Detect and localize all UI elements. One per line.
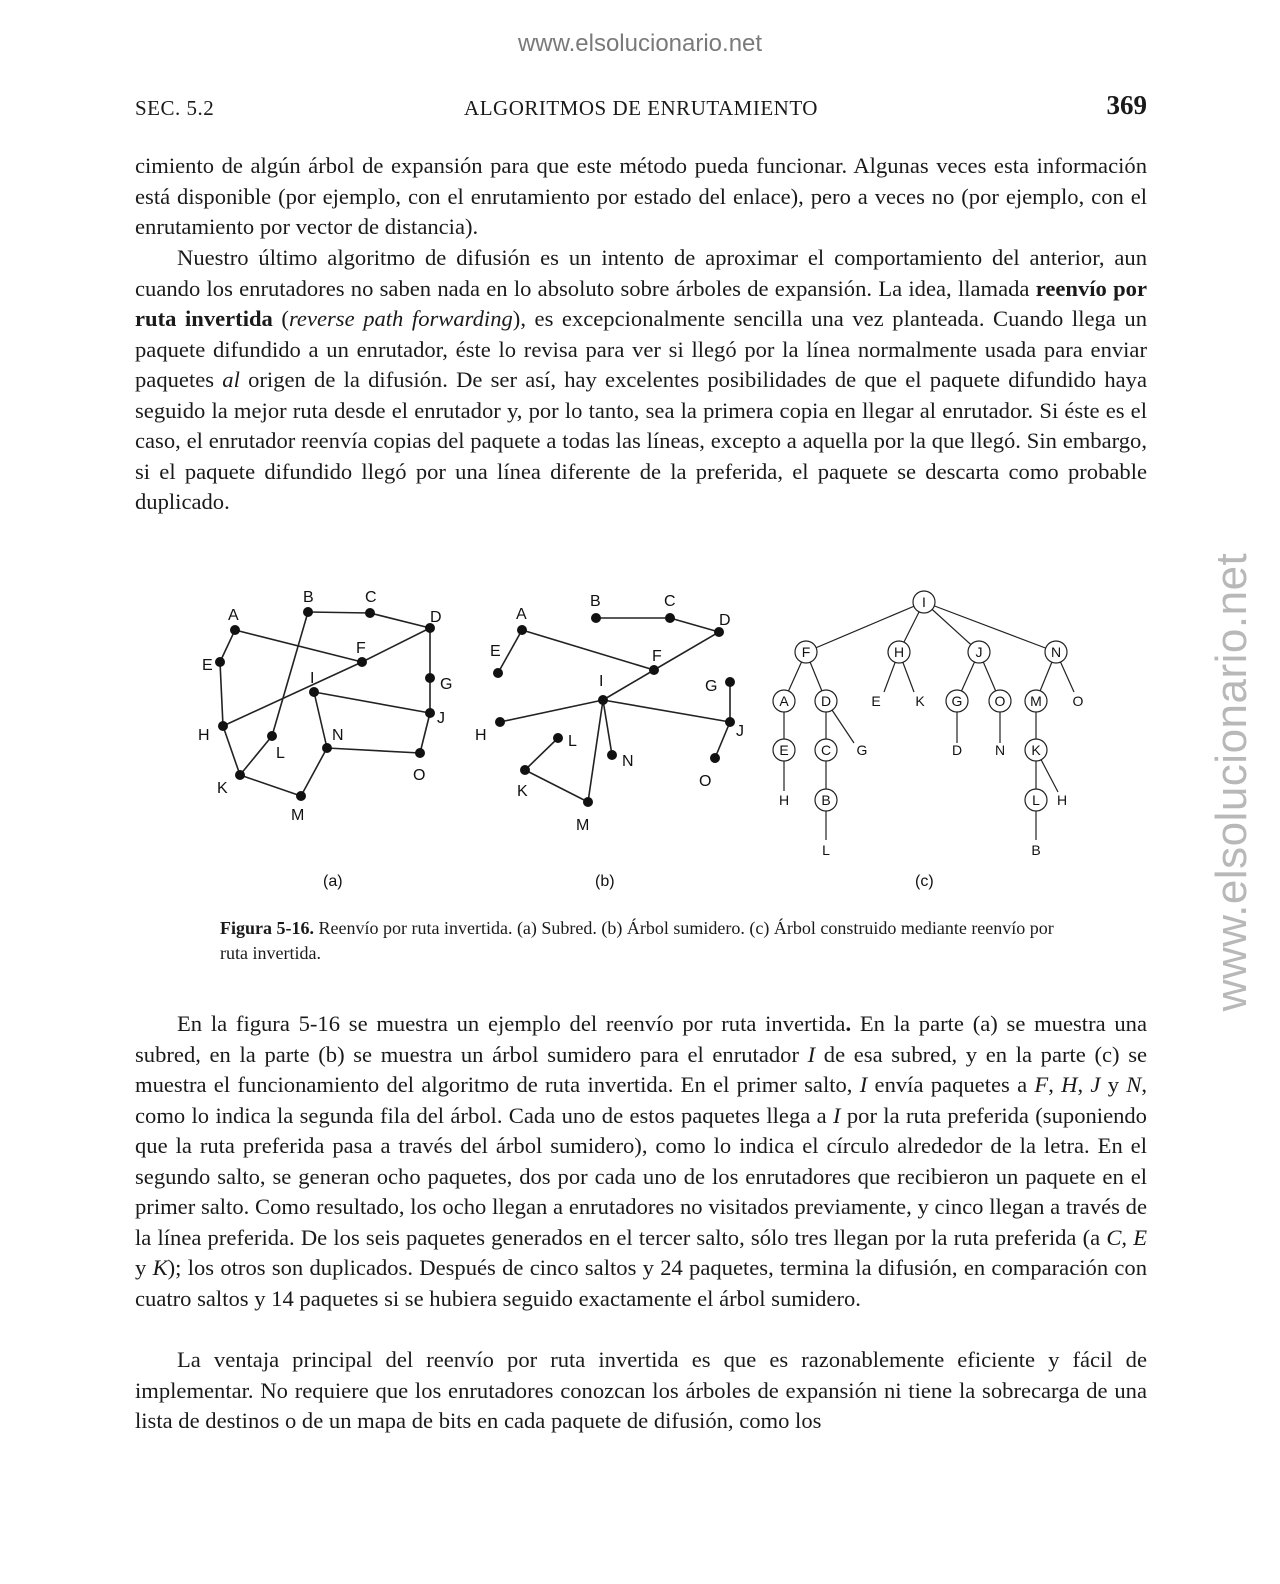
svg-text:D: D	[719, 612, 731, 629]
svg-text:C: C	[820, 742, 832, 758]
panel-b-label: (b)	[595, 873, 615, 890]
p2-al-italic: al	[222, 367, 240, 392]
panel-a-subnet	[220, 612, 430, 796]
svg-text:G: G	[951, 693, 963, 709]
svg-text:H: H	[475, 727, 487, 744]
p3-g: envía paquetes a	[867, 1072, 1035, 1097]
svg-text:D: D	[951, 742, 963, 758]
p3-u: ); los otros son duplicados. Después de cinco saltos y 24 paquetes, termina la difusión, en comparación con cuatro saltos y 14 paquetes si se hubiera seguido exactamente el árbol sumidero.	[135, 1255, 1148, 1311]
svg-text:J: J	[975, 644, 983, 660]
svg-text:A: A	[228, 607, 239, 624]
svg-text:O: O	[413, 767, 426, 784]
svg-text:N: N	[332, 727, 344, 744]
svg-text:L: L	[1032, 792, 1040, 808]
svg-text:D: D	[430, 609, 442, 626]
panel-a-nodes	[215, 607, 435, 801]
svg-text:K: K	[517, 783, 528, 800]
svg-text:O: O	[699, 773, 712, 790]
svg-text:G: G	[440, 676, 453, 693]
figure-5-16	[180, 580, 1100, 900]
svg-text:B: B	[821, 792, 831, 808]
section-number: SEC. 5.2	[135, 96, 215, 120]
svg-text:E: E	[871, 693, 881, 709]
p3-p: I	[832, 1102, 841, 1128]
caption-text: Reenvío por ruta invertida. (a) Subred. (b) Árbol sumidero. (c) Árbol construido mediante reenvío por ruta invertida.	[220, 918, 1054, 963]
p3-b: .	[845, 1011, 852, 1036]
p3-e: de esa subred, y en la parte (c) se muestra el funcionamiento del algoritmo de ruta invertida. En el primer salto,	[135, 1041, 1148, 1097]
svg-text:K: K	[915, 693, 925, 709]
svg-text:E: E	[202, 657, 213, 674]
svg-text:C: C	[365, 589, 377, 606]
p3-r: C, E	[1106, 1224, 1147, 1250]
panel-c-labels	[779, 594, 1084, 858]
watermark-side-text: www.elsolucionario.net	[1207, 552, 1256, 1012]
page-number: 369	[1106, 90, 1147, 120]
svg-text:J: J	[437, 710, 445, 727]
svg-text:I: I	[599, 673, 604, 690]
svg-text:F: F	[652, 648, 662, 665]
svg-text:F: F	[801, 644, 811, 660]
svg-text:M: M	[576, 817, 590, 834]
svg-text:H: H	[778, 792, 790, 808]
p3-n: N	[1126, 1072, 1142, 1097]
svg-text:N: N	[994, 742, 1006, 758]
svg-text:G: G	[856, 742, 868, 758]
p2-term-bold: reenvío por ruta invertida	[135, 275, 1147, 331]
p3-a: En la figura 5-16 se muestra un ejemplo del reenvío por ruta invertida	[177, 1011, 846, 1036]
svg-text:N: N	[1050, 644, 1062, 660]
svg-text:M: M	[1030, 693, 1042, 709]
paragraph-2	[135, 243, 1147, 518]
p2-text-a: Nuestro último algoritmo de difusión es un intento de aproximar el comportamiento del anterior, aun cuando los enrutadores no saben nada en lo absoluto sobre árboles de expansión. La idea, llamada	[135, 245, 1147, 301]
p3-h: F	[1034, 1072, 1049, 1097]
p3-l: J	[1090, 1072, 1101, 1097]
panel-b-sink-tree	[498, 618, 730, 802]
p3-f: I	[859, 1072, 868, 1097]
svg-text:K: K	[217, 780, 228, 797]
svg-text:A: A	[516, 606, 527, 623]
paragraph-1: cimiento de algún árbol de expansión para que este método pueda funcionar. Algunas veces esta información está disponible (por ejemplo, con el enrutamiento por estado del enlace), pero a veces no (por ejemplo, con el enrutamiento por vector de distancia).	[135, 153, 1147, 239]
svg-text:K: K	[1031, 742, 1041, 758]
svg-text:B: B	[303, 589, 314, 606]
svg-text:G: G	[705, 678, 718, 695]
svg-text:D: D	[820, 693, 832, 709]
svg-text:H: H	[198, 727, 210, 744]
p2-text-e: ), es excepcionalmente sencilla una vez planteada. Cuando llega un paquete difundido a un enrutador, éste lo revisa para ver si llegó por la línea normalmente usada para enviar paquetes	[135, 306, 1147, 392]
svg-text:I: I	[922, 594, 926, 610]
p3-d: I	[807, 1041, 816, 1067]
svg-text:O: O	[994, 693, 1006, 709]
svg-text:O: O	[1072, 693, 1084, 709]
figure-drawing	[180, 580, 1100, 900]
caption-label: Figura 5-16.	[220, 918, 314, 938]
svg-text:E: E	[779, 742, 789, 758]
panel-c-label: (c)	[915, 873, 934, 890]
svg-text:L: L	[276, 745, 285, 762]
svg-text:J: J	[736, 723, 744, 740]
p2-term-italic: reverse path forwarding	[288, 306, 513, 331]
chapter-section-title: ALGORITMOS DE ENRUTAMIENTO	[464, 96, 818, 120]
watermark-top: www.elsolucionario.net	[517, 30, 763, 57]
svg-text:C: C	[664, 593, 676, 610]
p3-i: ,	[1048, 1072, 1062, 1097]
p3-o: , como lo indica la segunda fila del árbol. Cada uno de estos paquetes llega a	[135, 1072, 1148, 1128]
svg-text:B: B	[590, 593, 601, 610]
p3-s: y	[135, 1255, 153, 1280]
svg-text:H: H	[1056, 792, 1068, 808]
svg-text:A: A	[779, 693, 789, 709]
svg-text:E: E	[490, 643, 501, 660]
paragraph-3	[135, 1009, 1147, 1314]
svg-text:N: N	[622, 753, 634, 770]
svg-text:B: B	[1031, 842, 1041, 858]
paragraph-4: La ventaja principal del reenvío por ruta invertida es que es razonablemente eficiente y fácil de implementar. No requiere que los enrutadores conozcan los árboles de expansión ni tiene la sobrecarga de una lista de destinos o de un mapa de bits en cada paquete de difusión, como los	[135, 1347, 1147, 1433]
p3-t: K	[152, 1255, 168, 1280]
p3-k: ,	[1077, 1072, 1091, 1097]
svg-text:L: L	[822, 842, 830, 858]
panel-b-labels	[475, 593, 744, 834]
svg-text:H: H	[893, 644, 905, 660]
panel-a-label: (a)	[323, 873, 343, 890]
p3-j: H	[1061, 1072, 1078, 1097]
svg-text:L: L	[568, 733, 577, 750]
p3-m: y	[1100, 1072, 1127, 1097]
p3-q: por la ruta preferida (suponiendo que la ruta preferida pasa a través del árbol sumidero), como lo indica el círculo alrededor de la letra. En el segundo salto, se generan ocho paquetes, dos por cada uno de los enrutadores que recibieron un paquete en el primer salto. Como resultado, los ocho llegan a enrutadores no visitados previamente, y cinco llegan a través de la línea preferida. De los seis paquetes generados en el tercer salto, sólo tres llegan por la ruta preferida (a	[135, 1102, 1147, 1250]
svg-text:M: M	[291, 807, 305, 824]
svg-text:F: F	[356, 640, 366, 657]
figure-caption	[220, 916, 1080, 966]
running-head	[135, 92, 1147, 124]
p3-c: En la parte (a) se muestra una subred, en la parte (b) se muestra un árbol sumidero para el enrutador	[135, 1011, 1147, 1067]
svg-text:I: I	[310, 670, 315, 687]
p2-text-c: (	[272, 306, 289, 331]
p2-text-g: origen de la difusión. De ser así, hay excelentes posibilidades de que el paquete difundido haya seguido la mejor ruta desde el enrutador y, por lo tanto, sea la primera copia en llegar al enrutador. Si éste es el caso, el enrutador reenvía copias del paquete a todas las líneas, excepto a aquella por la que llegó. Sin embargo, si el paquete difundido llegó por una línea diferente de la preferida, el paquete se descarta como probable duplicado.	[135, 367, 1147, 514]
